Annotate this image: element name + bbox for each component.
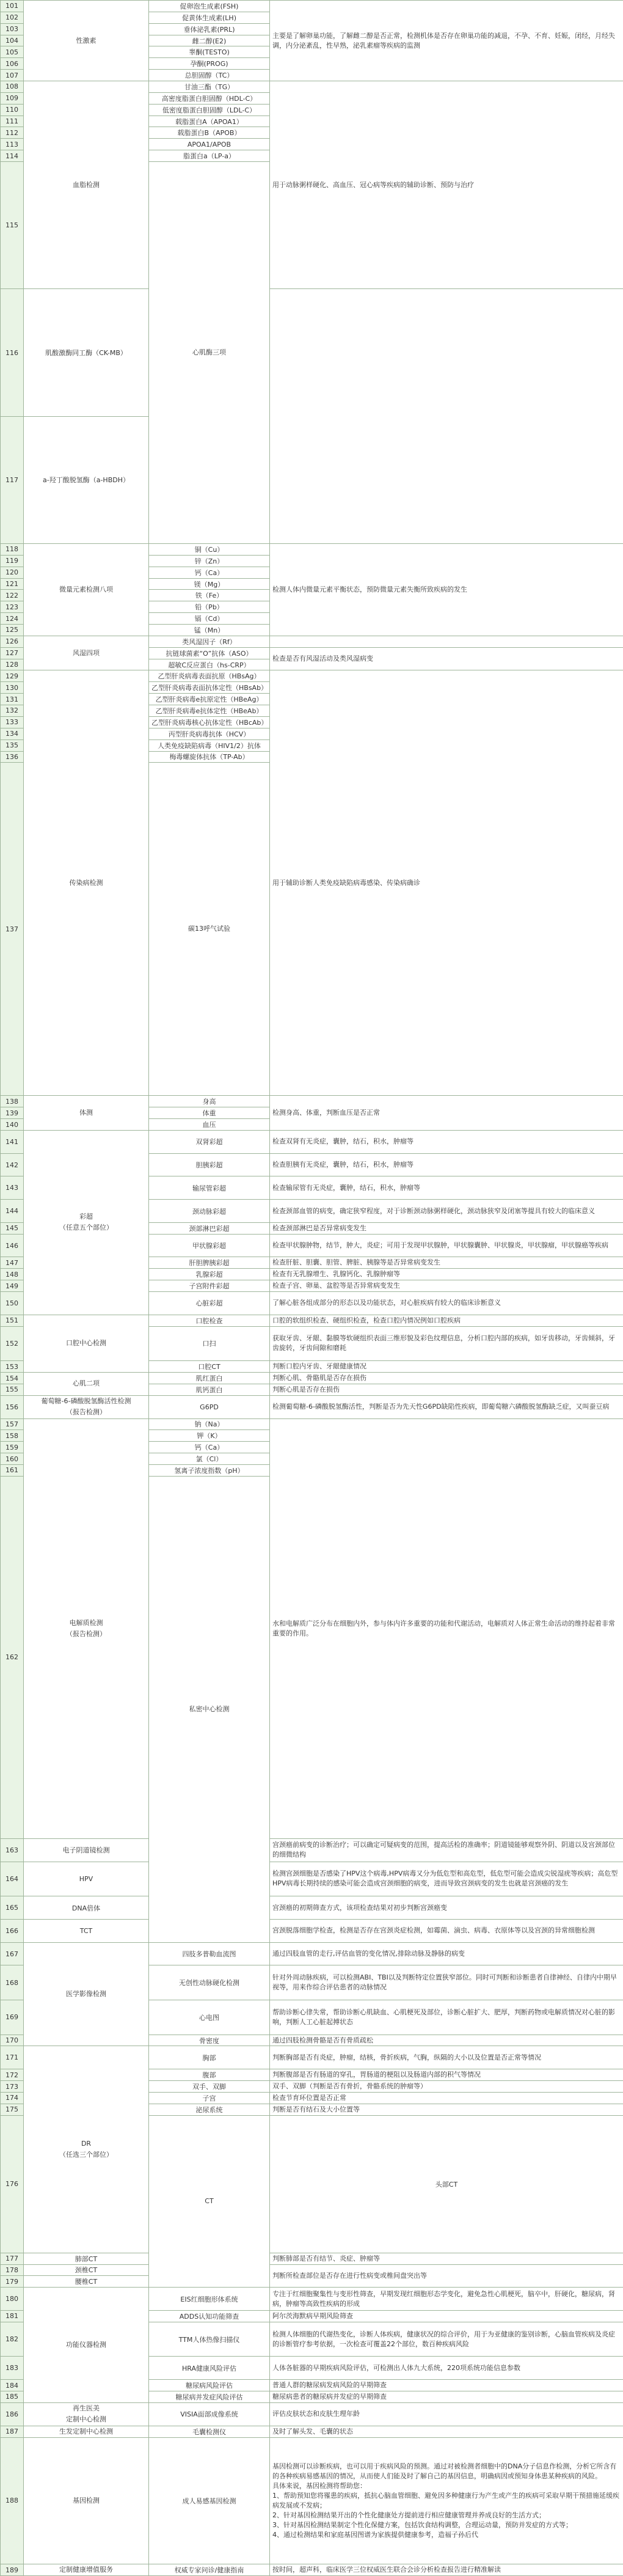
description-cell: 双手、双脚（判断是否有骨折，骨骼系统的肿瘤等） [270, 2081, 623, 2093]
test-item: 口腔CT [149, 1361, 270, 1373]
row-number: 132 [1, 705, 24, 717]
category-cell: 心肌酶三项 [149, 162, 270, 544]
row-number: 162 [1, 1476, 24, 1838]
test-item: 钙（Ca） [149, 567, 270, 578]
row-number: 167 [1, 1942, 24, 1965]
category-cell: 葡萄糖-6-磷酸脱氢酶活性检测 （报告检测） [24, 1395, 149, 1418]
row-number: 106 [1, 58, 24, 70]
row-number: 139 [1, 1107, 24, 1119]
test-item: TTM人体热像扫描仪 [149, 2322, 270, 2357]
test-item: 成人易感基因检测 [149, 2437, 270, 2564]
row-number: 144 [1, 1200, 24, 1223]
row-number: 149 [1, 1280, 24, 1292]
description-cell: 检查颈部血管的病变，确定狭窄程度，对于诊断颈动脉粥样硬化，颈动脉狭窄及闭塞等提具有较大的临床意义 [270, 1200, 623, 1223]
row-number: 118 [1, 544, 24, 556]
row-number: 159 [1, 1442, 24, 1453]
description-cell: 检查节育环位置是否正常 [270, 2092, 623, 2104]
test-item: 糖尿病风险评估 [149, 2380, 270, 2391]
row-number: 179 [1, 2276, 24, 2288]
row-number: 152 [1, 1326, 24, 1361]
row-number: 160 [1, 1453, 24, 1465]
row-number: 143 [1, 1176, 24, 1200]
test-item: 人类免疫缺陷病毒（HIV1/2）抗体 [149, 739, 270, 751]
test-item: 肝胆脾胰彩超 [149, 1257, 270, 1269]
test-item: 身高 [149, 1096, 270, 1107]
test-item: 心电图 [149, 2000, 270, 2035]
row-number: 111 [1, 116, 24, 127]
row-number: 172 [1, 2069, 24, 2081]
test-item: 心脏彩超 [149, 1292, 270, 1315]
test-item: 乙型肝炎病毒表面抗原（HBsAg） [149, 670, 270, 682]
description-cell: 人体各脏器的早期疾病风险评估，可检测出人体九大系统，220项系统功能信息参数 [270, 2357, 623, 2380]
test-item: 垂体泌乳素(PRL) [149, 23, 270, 35]
description-cell: 检测人体细胞的代谢热变化，诊断人体疾病，健康状况的综合评价，用于为亚健康的鉴别诊断，心脑血管疾病及炎症的诊断管疗参考依据，一次检查可覆盖22个部位，数百种疾病风险 [270, 2322, 623, 2357]
description-cell: 检测葡萄糖-6-磷酸脱氢酶活性，判断是否为先天性G6PD缺陷性疾病，即葡萄糖六磷酸脱氢酶缺乏症，又叫蚕豆病 [270, 1395, 623, 1418]
test-item: 促黄体生成素(LH) [149, 12, 270, 23]
row-number: 183 [1, 2357, 24, 2380]
test-item: 输尿管彩超 [149, 1176, 270, 1200]
test-item: 肺部CT [24, 2253, 149, 2264]
description-cell: 阿尔茨海默病早期风险筛查 [270, 2310, 623, 2322]
row-number: 164 [1, 1862, 24, 1896]
test-item: 孕酮(PROG) [149, 58, 270, 70]
description-cell: 检测人体内微量元素平衡状态，预防微量元素失衡所致疾病的发生 [270, 544, 623, 636]
test-item: 丙型肝炎病毒抗体（HCV） [149, 728, 270, 739]
test-item: TCT [24, 1919, 149, 1942]
test-item: 腹部 [149, 2069, 270, 2081]
row-number: 116 [1, 289, 24, 416]
table-row [1, 1315, 623, 1326]
table-row [1, 2564, 623, 2576]
category-cell: 体测 [24, 1096, 149, 1131]
row-number: 119 [1, 555, 24, 567]
test-item: 毛囊检测仪 [149, 2426, 270, 2437]
test-item: 锰（Mn） [149, 625, 270, 636]
test-item: 镉（Cd） [149, 613, 270, 625]
description-cell: 主要是了解卵巢功能，了解雌二醇是否正常，检测机体是否存在卵巢功能的减退，不孕、不育、妊娠，闭经，月经失调，内分泌紊乱，性早熟，泌乳素瘤等疾病的监测 [270, 1, 623, 81]
row-number: 110 [1, 104, 24, 116]
test-item: 铁（Fe） [149, 590, 270, 601]
table-row [1, 416, 623, 543]
description-cell: 判断口腔内牙齿、牙龈健康情况 [270, 1361, 623, 1373]
table-row [1, 1, 623, 12]
test-item: 口扫 [149, 1326, 270, 1361]
test-item: 促卵泡生成素(FSH) [149, 1, 270, 12]
row-number: 135 [1, 739, 24, 751]
row-number: 188 [1, 2437, 24, 2564]
row-number: 180 [1, 2288, 24, 2311]
table-row [1, 1942, 623, 1965]
test-item: 甘油三酯（TG） [149, 81, 270, 93]
test-item: 口腔检查 [149, 1315, 270, 1326]
table-row [1, 2264, 623, 2276]
row-number: 108 [1, 81, 24, 93]
table-row [1, 670, 623, 682]
test-item: 肌红蛋白 [149, 1373, 270, 1384]
test-item: 胆胰彩超 [149, 1153, 270, 1176]
test-item: 血压 [149, 1119, 270, 1131]
table-row [1, 1096, 623, 1107]
description-cell: 检查甲状腺肿物，结节，肿大，炎症；可用于发现甲状腺肿，甲状腺囊肿、甲状腺炎，甲状腺瘤，甲状腺癌等疾病 [270, 1234, 623, 1257]
test-item: 氯（Cl） [149, 1453, 270, 1465]
category-cell: 碳13呼气试验 [149, 763, 270, 1096]
test-item: 低密度脂蛋白胆固醇（LDL-C） [149, 104, 270, 116]
table-row [1, 636, 623, 647]
category-cell: 血脂检测 [24, 81, 149, 289]
table-row [1, 1896, 623, 1920]
test-item: 双肾彩超 [149, 1130, 270, 1153]
description-cell: 判断腹部是否有肠道的穿孔，胃肠道的梗阻以及肠道内部的积气等情况 [270, 2069, 623, 2081]
row-number: 148 [1, 1269, 24, 1280]
test-item: 泌尿系统 [149, 2104, 270, 2115]
test-item: 乙型肝炎病毒e抗体定性（HBeAb） [149, 705, 270, 717]
test-item: 抗链球菌素“O”抗体（ASO） [149, 647, 270, 659]
row-number: 176 [1, 2115, 24, 2253]
description-cell: 判断心肌、骨骼肌是否存在损伤 [270, 1373, 623, 1384]
table-row [1, 544, 623, 556]
category-cell: 定制健康增值服务 [24, 2564, 149, 2576]
test-item: 载脂蛋白B（APOB） [149, 127, 270, 139]
row-number: 153 [1, 1361, 24, 1373]
row-number: 112 [1, 127, 24, 139]
test-item: 锌（Zn） [149, 555, 270, 567]
row-number: 114 [1, 150, 24, 162]
row-number: 186 [1, 2402, 24, 2426]
row-number: 103 [1, 23, 24, 35]
test-item: 电子阴道镜检测 [24, 1838, 149, 1862]
row-number: 169 [1, 2000, 24, 2035]
row-number: 185 [1, 2391, 24, 2403]
description-cell: 检测身高、体重，判断血压是否正常 [270, 1096, 623, 1131]
row-number: 133 [1, 716, 24, 728]
category-cell: 生发定制中心检测 [24, 2426, 149, 2437]
description-cell: 检测宫颈细胞是否感染了HPV这个病毒,HPV病毒又分为低危型和高危型，低危型可能会造成尖锐湿疣等疾病；高危型HPV病毒长期持续的感染可能会造成宫颈细胞的病变，进而导致宫颈病变的发生也就是宫颈癌的发生 [270, 1862, 623, 1896]
table-row [1, 289, 623, 416]
row-number: 161 [1, 1465, 24, 1477]
category-cell: 口腔中心检测 [24, 1315, 149, 1372]
table-row [1, 2046, 623, 2069]
row-number: 181 [1, 2310, 24, 2322]
description-cell: 糖尿病患者的糖尿病并发症的早期筛查 [270, 2391, 623, 2403]
row-number: 140 [1, 1119, 24, 1131]
row-number: 166 [1, 1919, 24, 1942]
category-cell: CT [149, 2115, 270, 2288]
category-cell: 功能仪器检测 [24, 2288, 149, 2403]
test-item: 睾酮(TESTO) [149, 46, 270, 58]
row-number: 127 [1, 647, 24, 659]
table-row [1, 2402, 623, 2426]
row-number: 158 [1, 1430, 24, 1442]
row-number: 115 [1, 162, 24, 289]
test-item: 头部CT [270, 2115, 623, 2253]
row-number: 134 [1, 728, 24, 739]
test-item: 钙（Ca） [149, 1442, 270, 1453]
test-item: 糖尿病并发症风险评估 [149, 2391, 270, 2403]
row-number: 150 [1, 1292, 24, 1315]
test-item: 总胆固醇（TC） [149, 70, 270, 81]
test-item: 颈部淋巴彩超 [149, 1222, 270, 1234]
category-cell: 性激素 [24, 1, 149, 81]
description-cell: 判断肺部是否有结节、炎症、肿瘤等 [270, 2253, 623, 2264]
row-number: 137 [1, 763, 24, 1096]
table-row [1, 1395, 623, 1418]
row-number: 109 [1, 92, 24, 104]
test-item: 胸部 [149, 2046, 270, 2069]
row-number: 117 [1, 416, 24, 543]
test-item: 无创性动脉硬化检测 [149, 1965, 270, 2000]
row-number: 120 [1, 567, 24, 578]
description-cell: 通过四肢检测骨骼是否有骨质疏松 [270, 2035, 623, 2046]
description-cell: 及时了解头发、毛囊的状态 [270, 2426, 623, 2437]
test-item: HPV [24, 1862, 149, 1896]
row-number: 121 [1, 578, 24, 590]
test-item: 钠（Na） [149, 1418, 270, 1430]
test-item: 骨密度 [149, 2035, 270, 2046]
description-cell: 检查输尿管有无炎症，囊肿，结石，积水，肿瘤等 [270, 1176, 623, 1200]
test-item: 双手、双脚 [149, 2081, 270, 2093]
row-number: 126 [1, 636, 24, 647]
table-row [1, 81, 623, 93]
description-cell: 检查有无乳腺增生、乳腺钙化、乳腺肿瘤等 [270, 1269, 623, 1280]
test-item: 颈动脉彩超 [149, 1200, 270, 1223]
test-item: 四肢多普勒血流图 [149, 1942, 270, 1965]
test-item: 子宫附件彩超 [149, 1280, 270, 1292]
table-row [1, 2288, 623, 2311]
row-number: 175 [1, 2104, 24, 2115]
row-number: 187 [1, 2426, 24, 2437]
test-item: 体重 [149, 1107, 270, 1119]
category-cell: 电解质检测 （报告检测） [24, 1418, 149, 1838]
row-number: 141 [1, 1130, 24, 1153]
row-number: 170 [1, 2035, 24, 2046]
description-cell: 了解心脏各组成部分的形态以及功能状态，对心脏疾病有较大的临床诊断意义 [270, 1292, 623, 1315]
row-number: 146 [1, 1234, 24, 1257]
description-cell: 口腔的软组织检查、硬组织检查，检查口腔内情况例如口腔疾病 [270, 1315, 623, 1326]
row-number: 156 [1, 1395, 24, 1418]
category-cell: 基因检测 [24, 2437, 149, 2564]
row-number: 157 [1, 1418, 24, 1430]
description-cell: 判断所检查部位是否存在进行性病变或椎间盘突出等 [270, 2264, 623, 2288]
test-item: 乙型肝炎病毒核心抗体定性（HBcAb） [149, 716, 270, 728]
table-row [1, 2253, 623, 2264]
description-cell: 用于动脉粥样硬化、高血压、冠心病等疾病的辅助诊断、预防与治疗 [270, 81, 623, 289]
category-cell: 医学影像检测 [24, 1942, 149, 2046]
description-cell: 检查子宫、卵巢、盆腔等是否异常病变发生 [270, 1280, 623, 1292]
test-item: APOA1/APOB [149, 139, 270, 150]
test-item: 肌钙蛋白 [149, 1384, 270, 1395]
category-cell: 风湿四项 [24, 636, 149, 670]
test-item: 超敏C反应蛋白（hs-CRP） [149, 659, 270, 670]
description-cell: 按时间，超声科，临床医学三位权威医生联合会诊分析检查报告进行精准解读 [270, 2564, 623, 2576]
row-number: 105 [1, 46, 24, 58]
description-cell: 基因检测可以诊断疾病，也可以用于疾病风险的预测。通过对被检测者细胞中的DNA分子信息作检测，分析它所含有的各种疾病易感基因的情况，从而使人们能及时了解自己的基因信息，明确病因或预知身体患某种疾病的风险。 具体来说，基因检测将帮助您： 1、帮助预知您将罹患的疾病，抵抗心脑血管细胞、避免因多种健康行为产生或产生的疾病可采取早期干预措施延缓疾病发展或不发病； 2、针对基因检测结果开出的个性化健康处方提前进行相应健康管理并养成良好的生活方式； 3、针对基因检测结果制定个性化保健方案，包括饮食结构调整，合理运动量，预防并发症的方式等； 4、通过检测结果和家庭基因图谱为家族提供健康参考，造福子孙后代 [270, 2437, 623, 2564]
table-row [1, 1862, 623, 1896]
row-number: 102 [1, 12, 24, 23]
category-cell: 再生医美 定制中心检测 [24, 2402, 149, 2426]
test-item: 肌酸激酶同工酶（CK-MB） [24, 289, 149, 416]
row-number: 155 [1, 1384, 24, 1395]
row-number: 171 [1, 2046, 24, 2069]
test-item: 乙型肝炎病毒e抗原定性（HBeAg） [149, 694, 270, 705]
description-cell: 检查是否有风湿活动及类风湿病变 [270, 647, 623, 670]
table-row [1, 1838, 623, 1862]
description-cell: 检查双肾有无炎症，囊肿，结石，积水，肿瘤等 [270, 1130, 623, 1153]
description-cell: 判断心肌是否存在损伤 [270, 1384, 623, 1395]
test-item: G6PD [149, 1395, 270, 1418]
row-number: 154 [1, 1373, 24, 1384]
test-item: 铜（Cu） [149, 544, 270, 556]
description-cell: 检查颈部淋巴是否异常病变发生 [270, 1222, 623, 1234]
row-number: 128 [1, 659, 24, 670]
test-item: 乙型肝炎病毒表面抗体定性（HBsAb） [149, 682, 270, 694]
row-number: 113 [1, 139, 24, 150]
description-cell: 普通人群的糖尿病发病风险的早期筛查 [270, 2380, 623, 2391]
row-number: 142 [1, 1153, 24, 1176]
test-item: DNA倍体 [24, 1896, 149, 1920]
description-cell: 判断是否有结石及大小位置等 [270, 2104, 623, 2115]
description-cell [270, 636, 623, 647]
test-item: 氢离子浓度指数（pH） [149, 1465, 270, 1477]
row-number: 130 [1, 682, 24, 694]
table-row [1, 1418, 623, 1430]
test-item: EIS红细胞形体系统 [149, 2288, 270, 2311]
description-cell: 帮助诊断心律失常，帮助诊断心肌缺血、心肌梗死及部位，诊断心脏扩大、肥厚，判断药物或电解质情况对心脏的影响，判断人工心脏起搏状态 [270, 2000, 623, 2035]
row-number: 107 [1, 70, 24, 81]
test-item: VISIA面部成像系统 [149, 2402, 270, 2426]
description-cell: 评估皮肤状态和皮肤生理年龄 [270, 2402, 623, 2426]
test-item: 镁（Mg） [149, 578, 270, 590]
row-number: 122 [1, 590, 24, 601]
test-item: 腰椎CT [24, 2276, 149, 2288]
description-cell: 获取牙齿、牙龈、黏膜等软硬组织表面三维形貌及彩色纹理信息，分析口腔内部的疾病，如牙齿移动，牙齿倾斜，牙齿旋转，牙齿间隙和磨耗 [270, 1326, 623, 1361]
test-item: 钾（K） [149, 1430, 270, 1442]
test-item: 乳腺彩超 [149, 1269, 270, 1280]
test-item: 甲状腺彩超 [149, 1234, 270, 1257]
description-cell: 针对外周动脉疾病，可以检测ABI、TBI以及判断特定位置狭窄部位。同时可判断和诊断患者自律神经、自律内中期早视等，用来作综合评估患者的动脉情况 [270, 1965, 623, 2000]
test-item: 载脂蛋白A（APOA1） [149, 116, 270, 127]
row-number: 182 [1, 2322, 24, 2357]
row-number: 124 [1, 613, 24, 625]
row-number: 184 [1, 2380, 24, 2391]
test-item: 高密度脂蛋白胆固醇（HDL-C） [149, 92, 270, 104]
description-cell: 宫颈癌前病变的诊断治疗；可以确定可疑病变的范围，提高活检的准确率；阴道镜能够观察外阴、阴道以及宫颈部位的细微结构 [270, 1838, 623, 1862]
table-row [1, 1373, 623, 1384]
row-number: 174 [1, 2092, 24, 2104]
table-row [1, 2437, 623, 2564]
row-number: 163 [1, 1838, 24, 1862]
description-cell: 判断胸部是否有炎症，肿瘤，结核，骨折疾病，气胸，纵隔的大小以及位置是否正常等情况 [270, 2046, 623, 2069]
row-number: 125 [1, 625, 24, 636]
description-cell: 宫颈脱落细胞学检查，检测是否存在宫颈炎症检测，如霉菌、滴虫、病毒、衣原体等以及宫颈的异常细胞检测 [270, 1919, 623, 1942]
test-item: 类风湿因子（Rf） [149, 636, 270, 647]
description-cell: 水和电解质广泛分布在细胞内外，参与体内许多重要的功能和代谢活动，电解质对人体正常生命活动的维持起着非常重要的作用。 [270, 1418, 623, 1838]
row-number: 168 [1, 1965, 24, 2000]
test-item: 颈椎CT [24, 2264, 149, 2276]
description-cell: 通过四肢血管的走行,评估血管的变化情况,排除动脉及静脉的病变 [270, 1942, 623, 1965]
row-number: 177 [1, 2253, 24, 2264]
category-cell: 私密中心检测 [149, 1476, 270, 1942]
category-cell: 彩超 （任意五个部位） [24, 1130, 149, 1315]
row-number: 151 [1, 1315, 24, 1326]
test-item: HRA健康风险评估 [149, 2357, 270, 2380]
row-number: 165 [1, 1896, 24, 1920]
row-number: 173 [1, 2081, 24, 2093]
description-cell: 专注于红细胞聚集性与变形性筛查，早期发现红细胞形态学变化，避免急性心肌梗死，脑卒中，肝硬化，糖尿病，肾病，肿瘤等高致性疾病的形成 [270, 2288, 623, 2311]
row-number: 136 [1, 751, 24, 763]
row-number: 123 [1, 601, 24, 613]
row-number: 131 [1, 694, 24, 705]
category-cell: 微量元素检测八项 [24, 544, 149, 636]
row-number: 104 [1, 35, 24, 46]
row-number: 145 [1, 1222, 24, 1234]
test-item: 脂蛋白a（LP-a） [149, 150, 270, 162]
test-item: 权威专家问诊/健康指南 [149, 2564, 270, 2576]
row-number: 178 [1, 2264, 24, 2276]
category-cell: 心肌二项 [24, 1373, 149, 1396]
description-cell: 宫颈癌的初期筛查方式，该项检查结果对初步判断宫颈癌变 [270, 1896, 623, 1920]
test-item: a-羟丁酸脱氢酶（a-HBDH） [24, 416, 149, 543]
row-number: 189 [1, 2564, 24, 2576]
row-number: 101 [1, 1, 24, 12]
description-cell: 用于辅助诊断人类免疫缺陷病毒感染、传染病确诊 [270, 670, 623, 1096]
row-number: 129 [1, 670, 24, 682]
table-row [1, 1919, 623, 1942]
description-cell: 检查胆胰有无炎症，囊肿，结石，积水，肿瘤等 [270, 1153, 623, 1176]
test-item: ADDS认知功能筛查 [149, 2310, 270, 2322]
test-item: 梅毒螺旋体抗体（TP-Ab） [149, 751, 270, 763]
row-number: 147 [1, 1257, 24, 1269]
category-cell: 传染病检测 [24, 670, 149, 1096]
table-row [1, 2426, 623, 2437]
category-cell: DR （任选三个部位） [24, 2046, 149, 2253]
table-body [1, 1, 623, 2576]
test-item: 雌二醇(E2) [149, 35, 270, 46]
table-row [1, 1130, 623, 1153]
test-item: 铅（Pb） [149, 601, 270, 613]
test-item: 子宫 [149, 2092, 270, 2104]
description-cell: 检查肝脏、胆囊、胆管、脾脏、胰腺等是否异常病变发生 [270, 1257, 623, 1269]
row-number: 138 [1, 1096, 24, 1107]
